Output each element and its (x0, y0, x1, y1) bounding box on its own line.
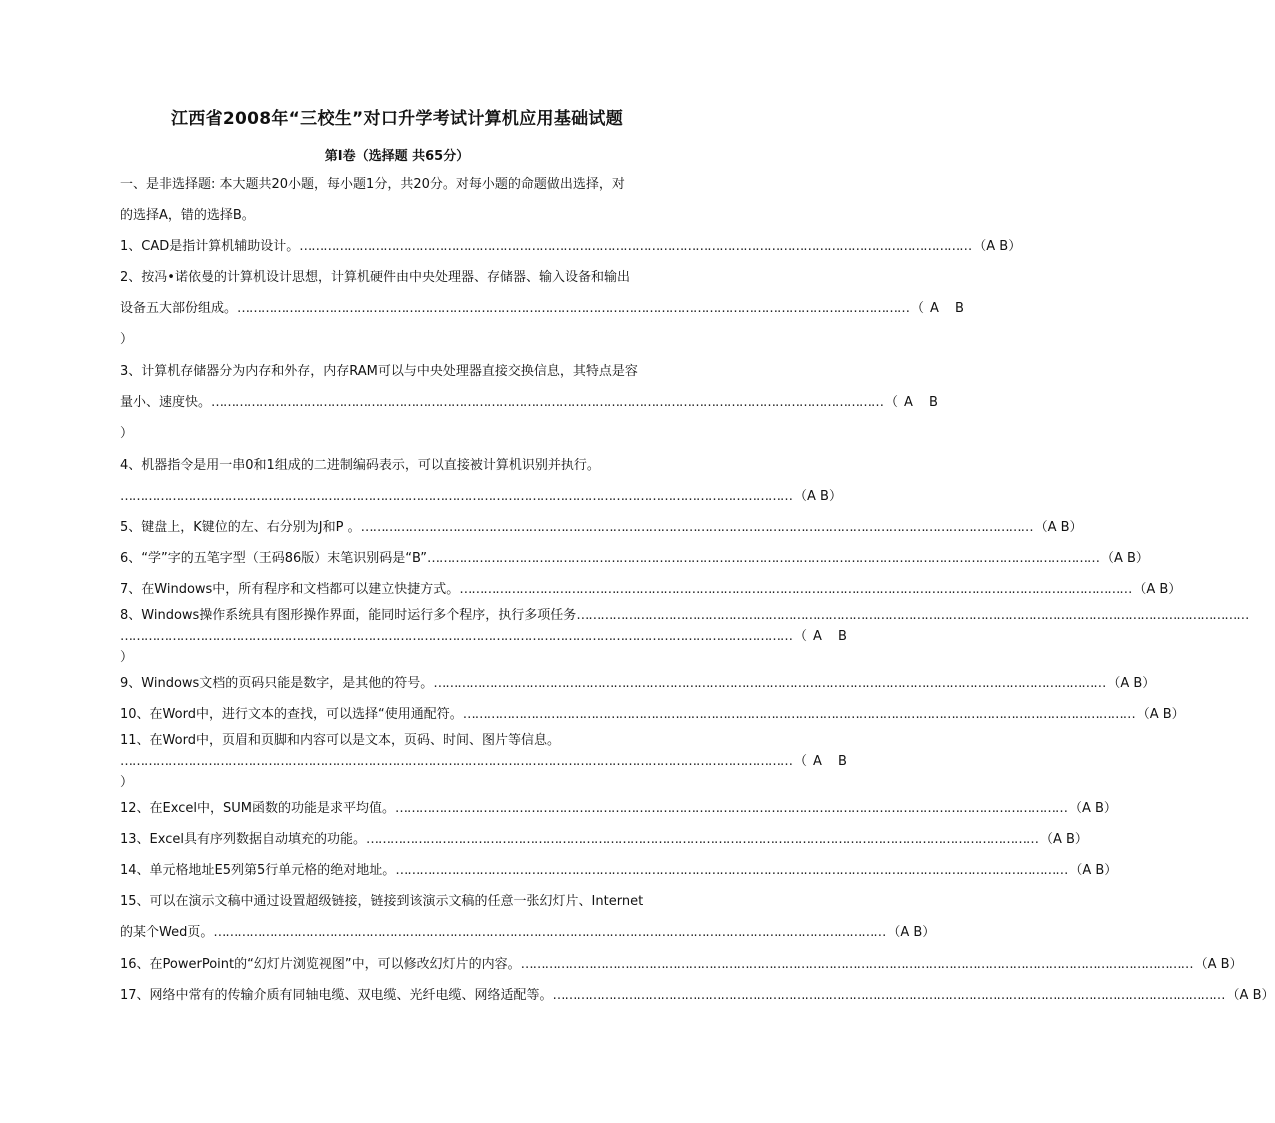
instructions-line-2: 的选择A，错的选择B。 (120, 208, 255, 223)
question-2-options: （A B (911, 301, 970, 316)
question-15-options: （A B） (887, 925, 936, 940)
question-8-line-2 (120, 629, 853, 645)
leader-dots: …………………………………………………………………………………………………………………………………………………… (237, 301, 910, 316)
question-3-options: （A B (885, 395, 944, 410)
leader-dots: …………………………………………………………………………………………………………………………………………………… (213, 925, 886, 940)
question-15-text: 的某个Wed页。 (120, 925, 214, 940)
question-17 (120, 988, 1275, 1004)
question-12-options: （A B） (1068, 801, 1117, 816)
leader-dots: …………………………………………………………………………………………………………………………………………………… (462, 707, 1135, 722)
question-11-close: ） (120, 775, 134, 790)
question-15-line-2 (120, 925, 936, 941)
question-5-options: （A B） (1034, 520, 1083, 535)
question-13-options: （A B） (1039, 832, 1088, 847)
question-6 (120, 551, 1149, 567)
question-11-line-2 (120, 754, 853, 770)
leader-dots: …………………………………………………………………………………………………………………………………………………… (211, 395, 884, 410)
question-8-close: ） (120, 650, 134, 665)
question-3-text: 量小、速度快。 (120, 395, 212, 410)
question-4-line-1: 4、机器指令是用一串0和1组成的二进制编码表示，可以直接被计算机识别并执行。 (120, 458, 600, 473)
leader-dots: …………………………………………………………………………………………………………………………………………………… (299, 239, 972, 254)
question-1 (120, 239, 1022, 255)
leader-dots: …………………………………………………………………………………………………………………………………………………… (394, 801, 1067, 816)
leader-dots: …………………………………………………………………………………………………………………………………………………… (120, 629, 792, 644)
question-13-text: 13、Excel具有序列数据自动填充的功能。 (120, 832, 366, 847)
question-5-text: 5、键盘上，K键位的左、右分别为J和P 。 (120, 520, 361, 535)
question-4-line-2 (120, 489, 842, 505)
question-7-text: 7、在Windows中，所有程序和文档都可以建立快捷方式。 (120, 582, 460, 597)
question-6-text: 6、“学”字的五笔字型（王码86版）末笔识别码是“B” (120, 551, 427, 566)
leader-dots: …………………………………………………………………………………………………………………………………………………… (365, 832, 1038, 847)
leader-dots: …………………………………………………………………………………………………………………………………………………… (552, 988, 1225, 1003)
question-12 (120, 801, 1117, 817)
leader-dots: …………………………………………………………………………………………………………………………………………………… (576, 608, 1249, 623)
leader-dots: …………………………………………………………………………………………………………………………………………………… (426, 551, 1099, 566)
leader-dots: …………………………………………………………………………………………………………………………………………………… (120, 754, 792, 769)
question-9-options: （A B） (1107, 676, 1156, 691)
leader-dots: …………………………………………………………………………………………………………………………………………………… (459, 582, 1132, 597)
question-11-line-1: 11、在Word中，页眉和页脚和内容可以是文本，页码、时间、图片等信息。 (120, 733, 560, 748)
question-2-close: ） (120, 332, 134, 347)
question-7 (120, 582, 1182, 598)
question-11-options: （A B (794, 754, 853, 769)
question-8-text: 8、Windows操作系统具有图形操作界面，能同时运行多个程序，执行多项任务 (120, 608, 577, 623)
question-16-text: 16、在PowerPoint的“幻灯片浏览视图”中，可以修改幻灯片的内容。 (120, 957, 521, 972)
leader-dots: …………………………………………………………………………………………………………………………………………………… (120, 489, 792, 504)
question-12-text: 12、在Excel中，SUM函数的功能是求平均值。 (120, 801, 395, 816)
leader-dots: …………………………………………………………………………………………………………………………………………………… (433, 676, 1106, 691)
question-17-options: （A B） (1226, 988, 1275, 1003)
question-1-options: （A B） (973, 239, 1022, 254)
instructions-line-1: 一、是非选择题: 本大题共20小题，每小题1分，共20分。对每小题的命题做出选择，对 (120, 177, 625, 192)
question-16 (120, 957, 1243, 973)
question-14 (120, 863, 1118, 879)
leader-dots: …………………………………………………………………………………………………………………………………………………… (520, 957, 1193, 972)
leader-dots: …………………………………………………………………………………………………………………………………………………… (360, 520, 1033, 535)
question-9 (120, 676, 1156, 692)
section-heading: 第Ⅰ卷（选择题 共65分） (324, 149, 470, 164)
question-10 (120, 707, 1185, 723)
question-4-options: （A B） (794, 489, 842, 504)
question-3-line-1: 3、计算机存储器分为内存和外存，内存RAM可以与中央处理器直接交换信息，其特点是容 (120, 364, 638, 379)
question-2-text: 设备五大部份组成。 (120, 301, 238, 316)
question-6-options: （A B） (1100, 551, 1149, 566)
question-1-text: 1、CAD是指计算机辅助设计。 (120, 239, 300, 254)
question-2-line-1: 2、按冯•诺依曼的计算机设计思想，计算机硬件由中央处理器、存储器、输入设备和输出 (120, 270, 630, 285)
leader-dots: …………………………………………………………………………………………………………………………………………………… (395, 863, 1068, 878)
document-title: 江西省2008年“三校生”对口升学考试计算机应用基础试题 (170, 109, 624, 129)
question-5 (120, 520, 1083, 536)
question-8-options: （A B (794, 629, 853, 644)
question-17-text: 17、网络中常有的传输介质有同轴电缆、双电缆、光纤电缆、网络适配等。 (120, 988, 553, 1003)
question-9-text: 9、Windows文档的页码只能是数字，是其他的符号。 (120, 676, 434, 691)
question-14-options: （A B） (1069, 863, 1118, 878)
question-16-options: （A B） (1194, 957, 1243, 972)
question-10-options: （A B） (1136, 707, 1185, 722)
question-7-options: （A B） (1133, 582, 1182, 597)
question-14-text: 14、单元格地址E5列第5行单元格的绝对地址。 (120, 863, 396, 878)
question-2-line-2 (120, 301, 970, 317)
question-10-text: 10、在Word中，进行文本的查找，可以选择“使用通配符。 (120, 707, 463, 722)
question-13 (120, 832, 1088, 848)
question-3-close: ） (120, 426, 134, 441)
question-8-line-1 (120, 608, 1249, 624)
question-15-line-1: 15、可以在演示文稿中通过设置超级链接，链接到该演示文稿的任意一张幻灯片、Internet (120, 894, 644, 909)
question-3-line-2 (120, 395, 944, 411)
